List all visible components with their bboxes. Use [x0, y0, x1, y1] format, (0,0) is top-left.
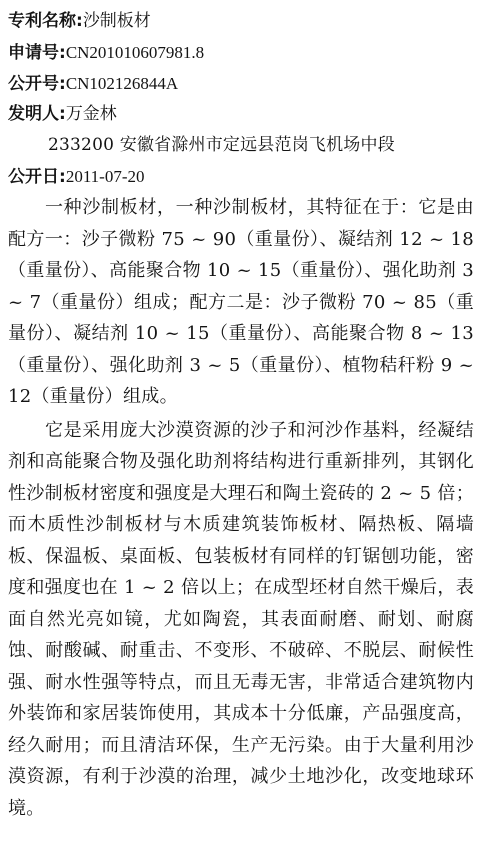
publication-date-value: 2011-07-20 — [65, 167, 145, 186]
publication-number-row — [8, 68, 474, 99]
publication-date-label: 公开日: — [8, 167, 66, 187]
application-number-value: CN201010607981.8 — [65, 43, 205, 62]
abstract-paragraph-properties: 它是采用庞大沙漠资源的沙子和河沙作基料，经凝结剂和高能聚合物及强化助剂将结构进行重新排列，其钢化性沙制板材密度和强度是大理石和陶土瓷砖的 2 ~ 5 倍；而木质性沙制板材与木质建筑装饰板材、隔热板、隔墙板、保温板、桌面板、包装板材有同样的钉锯刨功能，密度和强度也在 1 ~ 2 倍以上；在成型坯材自然干燥后，表面自然光亮如镜，尤如陶瓷，其表面耐磨、耐划、耐腐蚀、耐酸碱、耐重击、不变形、不破碎、不脱层、耐候性强、耐水性强等特点，而且无毒无害，非常适合建筑物内外装饰和家居装饰使用，其成本十分低廉，产品强度高，经久耐用；而且清洁环保，生产无污染。由于大量利用沙漠资源，有利于沙漠的治理，减少土地沙化，改变地球环境。 — [8, 419, 474, 819]
patent-name-value: 沙制板材 — [82, 11, 151, 31]
abstract-paragraph-formulas: 一种沙制板材，一种沙制板材，其特征在于：它是由配方一：沙子微粉 75 ~ 90（重量份）、凝结剂 12 ~ 18（重量份）、高能聚合物 10 ~ 15（重量份）、强化助剂 3 ~ 7（重量份）组成；配方二是：沙子微粉 70 ~ 85（重量份）、凝结剂 10 ~ 15（重量份）、高能聚合物 8 ~ 13（重量份）、强化助剂 3 ~ 5（重量份）、植物秸秆粉 9 ~ 12（重量份）组成。 — [8, 197, 474, 407]
application-number-row — [8, 37, 474, 68]
publication-date-row — [8, 161, 474, 192]
patent-name-label: 专利名称: — [8, 11, 83, 31]
inventor-label: 发明人: — [8, 104, 66, 124]
publication-number-value: CN102126844A — [65, 74, 179, 93]
inventor-value: 万金林 — [65, 104, 117, 124]
application-number-label: 申请号: — [8, 43, 66, 63]
patent-name-row — [8, 6, 474, 37]
patent-record — [8, 6, 474, 824]
applicant-address: 233200 安徽省滁州市定远县范岗飞机场中段 — [48, 135, 395, 155]
publication-number-label: 公开号: — [8, 74, 66, 94]
inventor-row — [8, 99, 474, 130]
